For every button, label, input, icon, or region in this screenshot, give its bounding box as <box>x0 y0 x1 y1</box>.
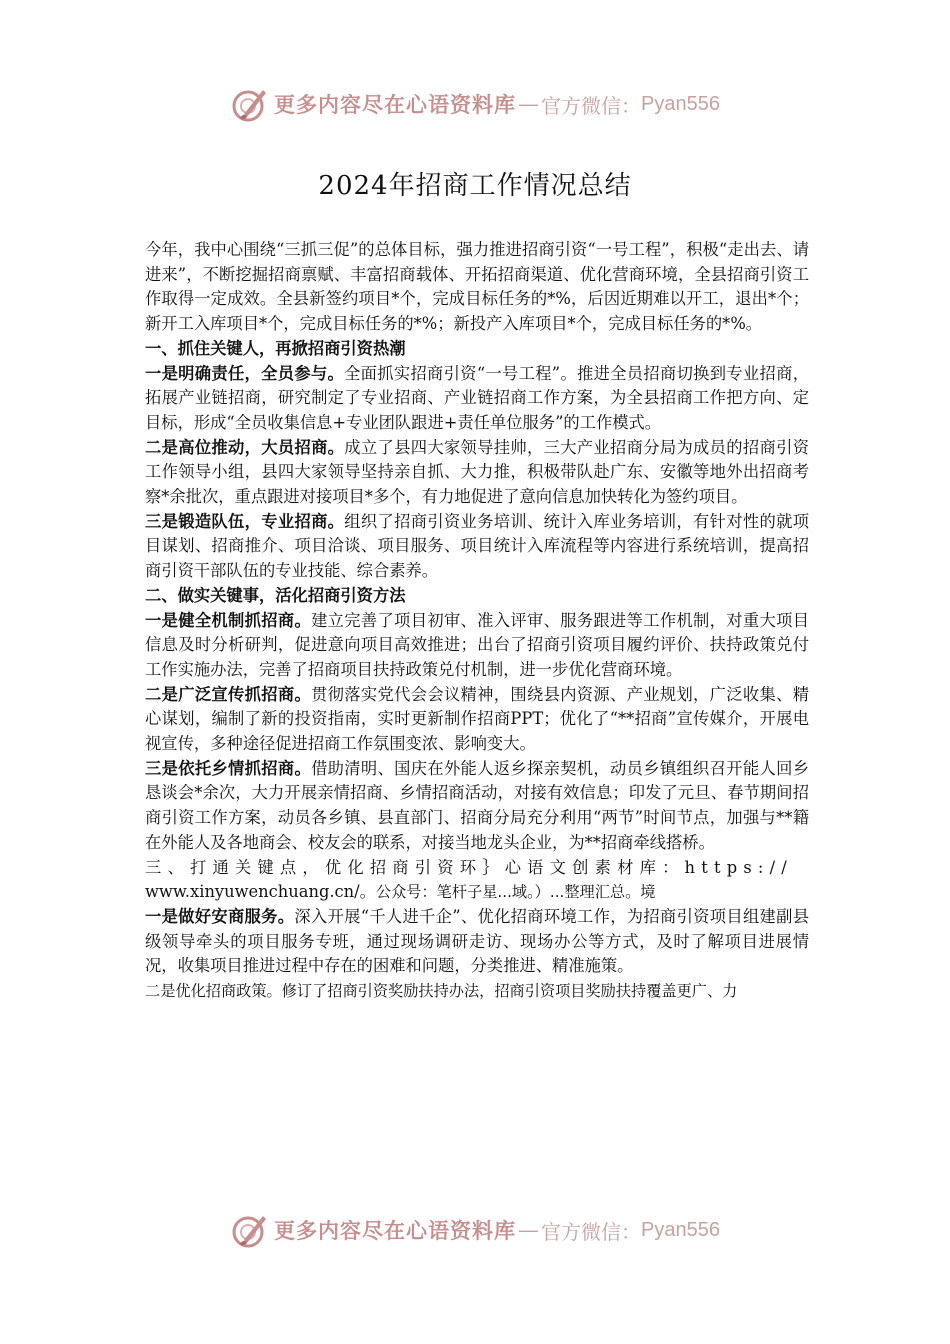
banner-main-text: 更多内容尽在心语资料库 <box>274 92 517 117</box>
section-3-heading-b: www.xinyuwenchuang.cn/。 <box>145 882 376 902</box>
banner-wechat-id: Pyan556 <box>641 92 720 115</box>
brush-logo-icon <box>230 1210 270 1250</box>
item-lead: 一是健全机制抓招商。 <box>145 610 312 630</box>
section-2-item-1 <box>145 609 809 683</box>
banner-wechat-label: 官方微信： <box>541 93 642 118</box>
item-text: 借助清明、国庆在外能人返乡探亲契机，动员乡镇组织召开能人回乡恳谈会*余次，大力开展亲情招商、乡情招商活动，对接有效信息；印发了元旦、春节期间招商引资工作方案，动员各乡镇、县直部门、招商分局充分利用“两节”时间节点，加强与**籍在外能人及各地商会、校友会的联系，对接当地龙头企业，为**招商牵线搭桥。 <box>145 758 809 852</box>
item-text: 全面抓实招商引资“一号工程”。推进全员招商切换到专业招商，拓展产业链招商，研究制定了专业招商、产业链招商工作方案，为全县招商工作把方向、定目标，形成“全员收集信息+专业团队跟进+责任单位服务”的工作模式。 <box>145 363 809 432</box>
item-text: 组织了招商引资业务培训、统计入库业务培训，有针对性的就项目谋划、招商推介、项目洽谈、项目服务、项目统计入库流程等内容进行系统培训，提高招商引资干部队伍的专业技能、综合素养。 <box>145 511 809 581</box>
section-1-item-1 <box>145 362 809 436</box>
item-lead: 一是明确责任，全员参与。 <box>145 363 345 383</box>
banner-main-text: 更多内容尽在心语资料库 <box>274 1218 517 1243</box>
watermark-banner-bottom <box>0 1208 950 1252</box>
section-3-heading-a: 三、打通关键点，优化招商引资环｝心语文创素材库：https:// <box>145 857 793 877</box>
document-body <box>145 238 809 1004</box>
section-1-item-2 <box>145 436 809 510</box>
item-text: 贯彻落实党代会会议精神，围绕县内资源、产业规划，广泛收集、精心谋划，编制了新的投资指南，实时更新制作招商PPT；优化了“**招商”宣传媒介，开展电视宣传，多种途径促进招商工作氛围变浓、影响变大。 <box>145 684 809 754</box>
item-lead: 二是高位推动，大员招商。 <box>145 437 345 457</box>
banner-dash: — <box>518 92 540 116</box>
banner-wechat-label: 官方微信： <box>541 1219 642 1244</box>
page-title: 2024年招商工作情况总结 <box>318 171 632 202</box>
section-3-heading-c: 公众号：笔杆子星...域。）...整理汇总。境 <box>375 883 656 902</box>
brush-logo-icon <box>230 84 270 124</box>
item-lead: 二是广泛宣传抓招商。 <box>145 684 312 704</box>
section-2-heading: 二、做实关键事，活化招商引资方法 <box>145 585 406 605</box>
section-1-heading: 一、抓住关键人，再掀招商引资热潮 <box>145 338 406 358</box>
item-lead: 三是锻造队伍，专业招商。 <box>145 511 345 531</box>
section-2-item-2 <box>145 683 809 757</box>
section-1-item-3 <box>145 510 809 584</box>
banner-dash: — <box>518 1218 540 1242</box>
section-2-item-3 <box>145 757 809 856</box>
item-lead: 一是做好安商服务。 <box>145 906 295 926</box>
item-lead: 三是依托乡情抓招商。 <box>145 758 312 778</box>
item-text: 成立了县四大家领导挂帅，三大产业招商分局为成员的招商引资工作领导小组，县四大家领导坚持亲自抓、大力推，积极带队赴广东、安徽等地外出招商考察*余批次，重点跟进对接项目*多个，有力地促进了意向信息加快转化为签约项目。 <box>145 437 809 507</box>
section-3-item-2: 二是优化招商政策。修订了招商引资奖励扶持办法，招商引资项目奖励扶持覆盖更广、力 <box>145 982 738 1001</box>
section-3-item-1 <box>145 905 809 979</box>
section-3-heading <box>145 856 809 905</box>
item-text: 建立完善了项目初审、准入评审、服务跟进等工作机制，对重大项目信息及时分析研判，促进意向项目高效推进；出台了招商引资项目履约评价、扶持政策兑付工作实施办法，完善了招商项目扶持政策兑付机制，进一步优化营商环境。 <box>145 610 809 679</box>
intro-paragraph: 今年，我中心围绕“三抓三促”的总体目标，强力推进招商引资“一号工程”，积极“走出去、请进来”，不断挖掘招商禀赋、丰富招商载体、开拓招商渠道、优化营商环境，全县招商引资工作取得一定成效。全县新签约项目*个，完成目标任务的*%，后因近期难以开工，退出*个；新开工入库项目*个，完成目标任务的*%；新投产入库项目*个，完成目标任务的*%。 <box>145 240 809 334</box>
watermark-banner-top <box>0 82 950 126</box>
banner-wechat-id: Pyan556 <box>641 1218 720 1241</box>
item-text: 深入开展“千人进千企”、优化招商环境工作，为招商引资项目组建副县级领导牵头的项目服务专班，通过现场调研走访、现场办公等方式，及时了解项目进展情况，收集项目推进过程中存在的困难和问题，分类推进、精准施策。 <box>145 906 809 976</box>
